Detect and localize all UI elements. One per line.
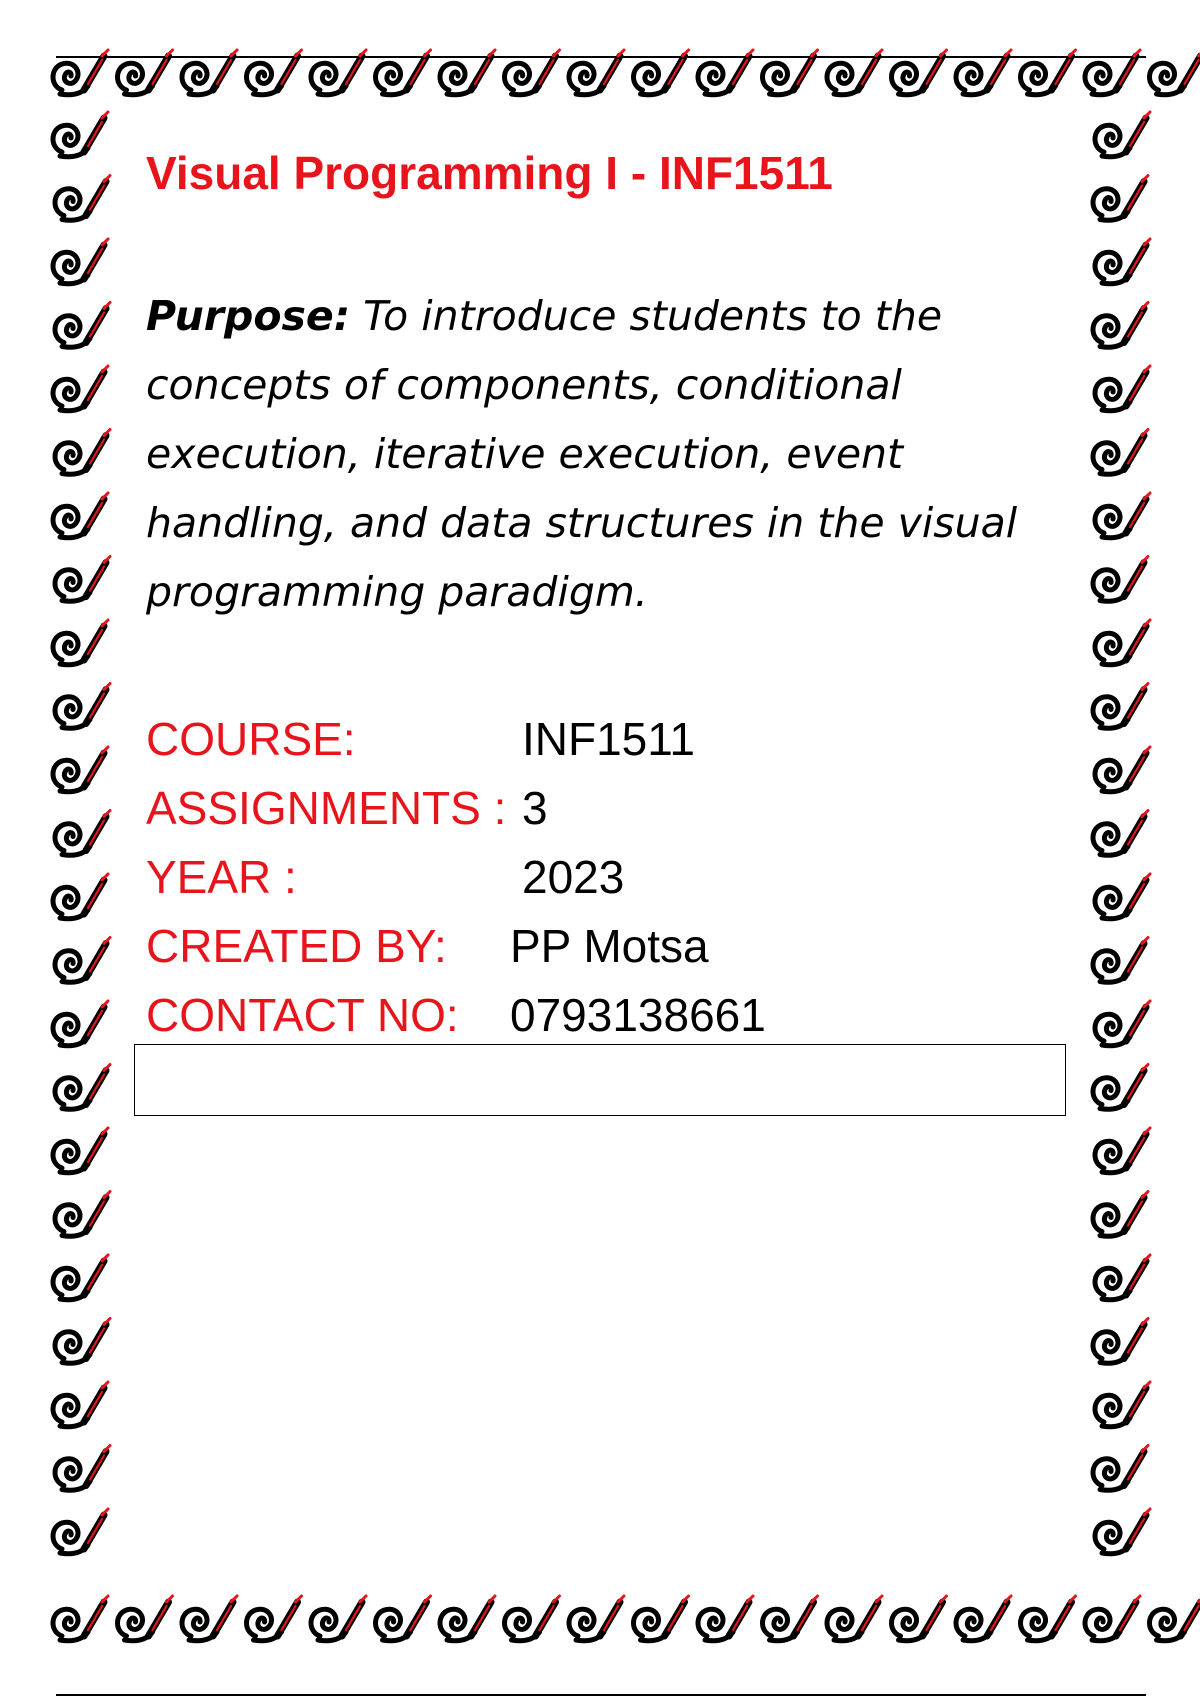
document-title: Visual Programming I - INF1511 bbox=[146, 147, 833, 199]
created-by-label: CREATED BY: bbox=[146, 920, 447, 972]
swirl-pen-ornament-icon bbox=[55, 303, 110, 348]
assignments-value: 3 bbox=[522, 782, 548, 834]
swirl-pen-ornament-icon bbox=[53, 493, 108, 538]
purpose-text: To introduce students to the concepts of components, conditional execution, iterative execution, event handling, and data structures in the visual programming paradigm. bbox=[146, 292, 1018, 616]
swirl-pen-ornament-icon bbox=[376, 50, 431, 95]
content-area bbox=[146, 147, 1066, 1050]
swirl-pen-ornament-icon bbox=[827, 50, 882, 95]
swirl-pen-ornament-icon bbox=[55, 1319, 110, 1364]
purpose-paragraph bbox=[146, 282, 1026, 627]
swirl-pen-ornament-icon bbox=[1085, 50, 1140, 95]
swirl-pen-ornament-icon bbox=[1095, 1509, 1150, 1554]
bottom-rule bbox=[56, 1694, 1146, 1696]
swirl-pen-ornament-icon bbox=[53, 747, 108, 792]
swirl-pen-ornament-icon bbox=[1095, 239, 1150, 284]
assignments-label: ASSIGNMENTS : bbox=[146, 782, 507, 834]
info-row-created-by bbox=[146, 912, 1066, 981]
swirl-pen-ornament-icon bbox=[53, 1001, 108, 1046]
swirl-pen-ornament-icon bbox=[440, 1596, 495, 1641]
swirl-pen-ornament-icon bbox=[53, 1128, 108, 1173]
contact-label: CONTACT NO: bbox=[146, 989, 459, 1041]
swirl-pen-ornament-icon bbox=[1095, 747, 1150, 792]
swirl-pen-ornament-icon bbox=[956, 50, 1011, 95]
swirl-pen-ornament-icon bbox=[1093, 1446, 1148, 1491]
swirl-pen-ornament-icon bbox=[55, 557, 110, 602]
swirl-pen-ornament-icon bbox=[1095, 1382, 1150, 1427]
swirl-pen-ornament-icon bbox=[53, 620, 108, 665]
swirl-pen-ornament-icon bbox=[1093, 1065, 1148, 1110]
swirl-pen-ornament-icon bbox=[53, 50, 108, 95]
swirl-pen-ornament-icon bbox=[55, 811, 110, 856]
swirl-pen-ornament-icon bbox=[311, 1596, 366, 1641]
swirl-pen-ornament-icon bbox=[698, 1596, 753, 1641]
course-value: INF1511 bbox=[522, 713, 696, 765]
swirl-pen-ornament-icon bbox=[1095, 493, 1150, 538]
swirl-pen-ornament-icon bbox=[1093, 303, 1148, 348]
swirl-pen-ornament-icon bbox=[892, 50, 947, 95]
swirl-pen-ornament-icon bbox=[53, 1509, 108, 1554]
empty-text-box bbox=[134, 1044, 1066, 1116]
swirl-pen-ornament-icon bbox=[892, 1596, 947, 1641]
swirl-pen-ornament-icon bbox=[53, 1255, 108, 1300]
swirl-pen-ornament-icon bbox=[1093, 938, 1148, 983]
swirl-pen-ornament-icon bbox=[55, 684, 110, 729]
swirl-pen-ornament-icon bbox=[1085, 1596, 1140, 1641]
swirl-pen-ornament-icon bbox=[247, 50, 302, 95]
swirl-pen-ornament-icon bbox=[376, 1596, 431, 1641]
swirl-pen-ornament-icon bbox=[1095, 366, 1150, 411]
swirl-pen-ornament-icon bbox=[53, 874, 108, 919]
swirl-pen-ornament-icon bbox=[1150, 1596, 1200, 1641]
swirl-pen-ornament-icon bbox=[698, 50, 753, 95]
swirl-pen-ornament-icon bbox=[1150, 50, 1200, 95]
info-row-contact bbox=[146, 981, 1066, 1050]
swirl-pen-ornament-icon bbox=[1095, 1001, 1150, 1046]
swirl-pen-ornament-icon bbox=[505, 50, 560, 95]
contact-value: 0793138661 bbox=[510, 989, 766, 1041]
purpose-label: Purpose: bbox=[146, 292, 351, 340]
swirl-pen-ornament-icon bbox=[1093, 176, 1148, 221]
swirl-pen-ornament-icon bbox=[505, 1596, 560, 1641]
swirl-pen-ornament-icon bbox=[440, 50, 495, 95]
info-row-year bbox=[146, 843, 1066, 912]
swirl-pen-ornament-icon bbox=[55, 938, 110, 983]
swirl-pen-ornament-icon bbox=[118, 1596, 173, 1641]
swirl-pen-ornament-icon bbox=[1095, 874, 1150, 919]
swirl-pen-ornament-icon bbox=[53, 112, 108, 157]
year-value: 2023 bbox=[522, 851, 625, 903]
swirl-pen-ornament-icon bbox=[53, 366, 108, 411]
swirl-pen-ornament-icon bbox=[634, 50, 689, 95]
swirl-pen-ornament-icon bbox=[569, 1596, 624, 1641]
swirl-pen-ornament-icon bbox=[956, 1596, 1011, 1641]
swirl-pen-ornament-icon bbox=[55, 1065, 110, 1110]
swirl-pen-ornament-icon bbox=[247, 1596, 302, 1641]
swirl-pen-ornament-icon bbox=[182, 1596, 237, 1641]
swirl-pen-ornament-icon bbox=[55, 430, 110, 475]
swirl-pen-ornament-icon bbox=[1095, 620, 1150, 665]
created-by-value: PP Motsa bbox=[510, 920, 709, 972]
swirl-pen-ornament-icon bbox=[1093, 684, 1148, 729]
swirl-pen-ornament-icon bbox=[763, 1596, 818, 1641]
swirl-pen-ornament-icon bbox=[53, 1596, 108, 1641]
swirl-pen-ornament-icon bbox=[1021, 1596, 1076, 1641]
swirl-pen-ornament-icon bbox=[569, 50, 624, 95]
year-label: YEAR : bbox=[146, 851, 297, 903]
swirl-pen-ornament-icon bbox=[53, 1382, 108, 1427]
info-row-assignments bbox=[146, 774, 1066, 843]
swirl-pen-ornament-icon bbox=[634, 1596, 689, 1641]
swirl-pen-ornament-icon bbox=[1093, 1319, 1148, 1364]
swirl-pen-ornament-icon bbox=[1095, 112, 1150, 157]
swirl-pen-ornament-icon bbox=[1095, 1128, 1150, 1173]
swirl-pen-ornament-icon bbox=[182, 50, 237, 95]
swirl-pen-ornament-icon bbox=[1093, 1192, 1148, 1237]
swirl-pen-ornament-icon bbox=[55, 1446, 110, 1491]
swirl-pen-ornament-icon bbox=[827, 1596, 882, 1641]
swirl-pen-ornament-icon bbox=[1095, 1255, 1150, 1300]
swirl-pen-ornament-icon bbox=[311, 50, 366, 95]
swirl-pen-ornament-icon bbox=[1021, 50, 1076, 95]
course-label: COURSE: bbox=[146, 713, 356, 765]
swirl-pen-ornament-icon bbox=[55, 1192, 110, 1237]
swirl-pen-ornament-icon bbox=[1093, 557, 1148, 602]
swirl-pen-ornament-icon bbox=[1093, 430, 1148, 475]
swirl-pen-ornament-icon bbox=[1093, 811, 1148, 856]
course-info bbox=[146, 705, 1066, 1050]
swirl-pen-ornament-icon bbox=[118, 50, 173, 95]
swirl-pen-ornament-icon bbox=[53, 239, 108, 284]
info-row-course bbox=[146, 705, 1066, 774]
swirl-pen-ornament-icon bbox=[55, 176, 110, 221]
swirl-pen-ornament-icon bbox=[763, 50, 818, 95]
